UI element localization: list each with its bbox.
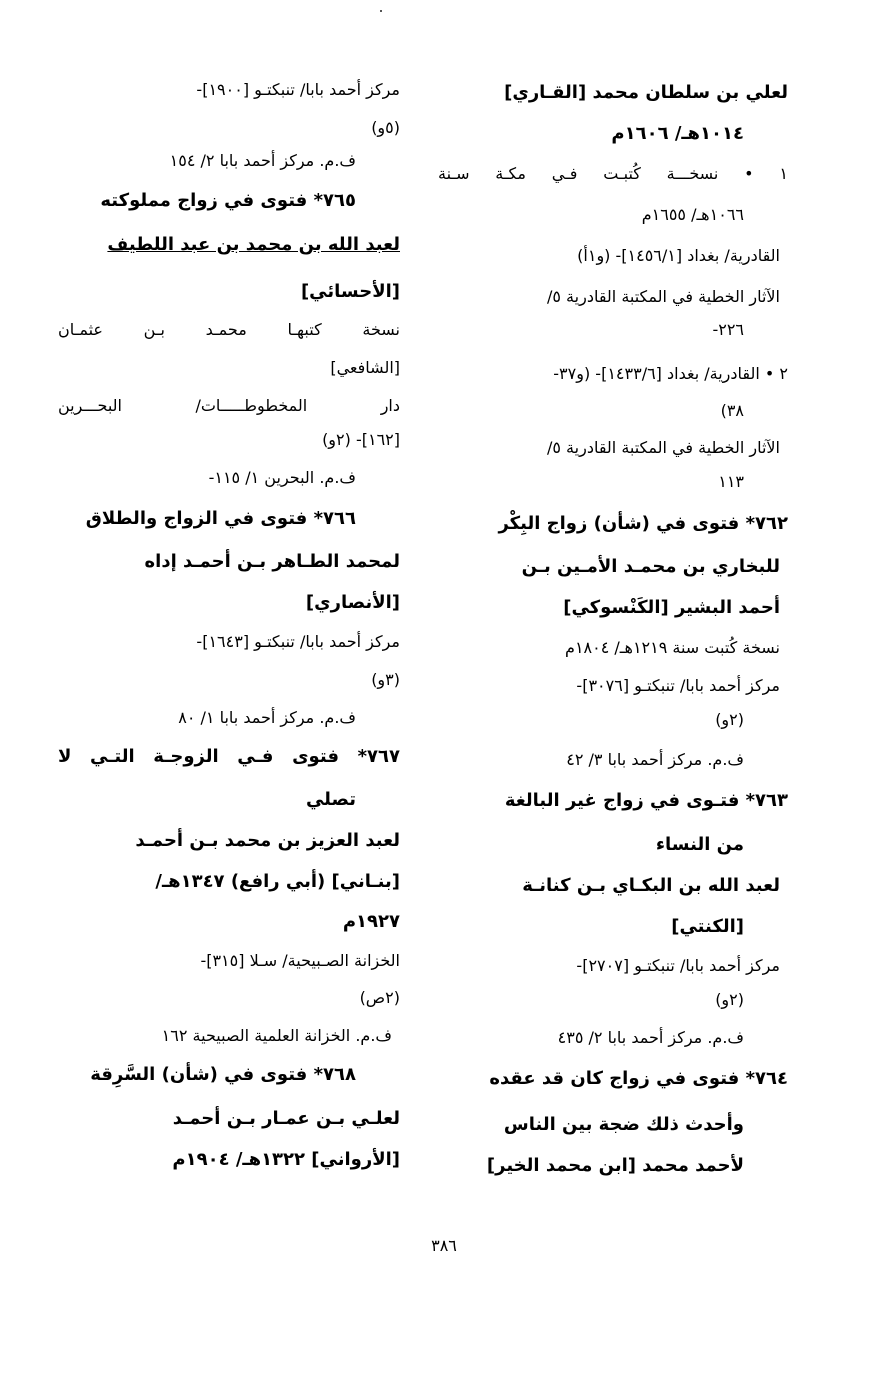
entry-title-764-cont: وأحدث ذلك ضجة بين الناس <box>503 1114 744 1135</box>
author-date: ١٠١٤هـ/ ١٦٠٦م <box>611 123 744 144</box>
copy-note: ١ • نسخـــة كُتبـت فـي مكـة سـنة <box>438 164 788 183</box>
author-line: لعبد الله بن البكـاي بـن كنانـة <box>522 875 780 896</box>
folio: (٣و) <box>371 670 400 689</box>
entry-title-768: ٧٦٨* فتوى في (شأن) السَّرِقة <box>90 1064 356 1085</box>
catalogue-reference: ف.م. البحرين ١/ ١١٥- <box>208 468 356 487</box>
copy-date: ١٠٦٦هـ/ ١٦٥٥م <box>641 205 744 224</box>
author-line: [الكنتي] <box>671 916 744 937</box>
page-number: ٣٨٦ <box>431 1236 457 1255</box>
library-location: مركز أحمد بابا/ تنبكتـو [١٩٠٠]- <box>196 80 400 99</box>
entry-title-764: ٧٦٤* فتوى في زواج كان قد عقده <box>489 1068 788 1089</box>
folio: (٢و) <box>715 990 744 1009</box>
entry-title-767: ٧٦٧* فتوى فـي الزوجـة التـي لا <box>58 746 400 767</box>
folio: (٢و) <box>715 710 744 729</box>
author-date: [الأرواني] ١٣٢٢هـ/ ١٩٠٤م <box>172 1149 400 1170</box>
catalogue-reference: ف.م. مركز أحمد بابا ٣/ ٤٢ <box>566 750 744 769</box>
scan-mark <box>380 10 382 12</box>
reference-page: ٢٢٦- <box>712 320 744 339</box>
author-line: [بنـاني] (أبي رافع) ١٣٤٧هـ/ <box>155 871 400 892</box>
folio-range: ٣٨) <box>720 401 744 420</box>
shelfmark: [١٦٢]- (٢و) <box>322 430 400 449</box>
catalogue-reference: ف.م. مركز أحمد بابا ٢/ ١٥٤ <box>169 151 356 170</box>
author-line: لعلـي بـن عمـار بـن أحمـد <box>172 1108 400 1129</box>
author-line: أحمد البشير [الكَنْسوكي] <box>563 597 780 618</box>
library-location: مركز أحمد بابا/ تنبكتـو [٢٧٠٧]- <box>576 956 780 975</box>
author-date: ١٩٢٧م <box>342 911 400 932</box>
author-line: للبخاري بن محمـد الأمـين بـن <box>521 556 780 577</box>
author-line: [الأنصاري] <box>305 592 400 613</box>
reference: الآثار الخطية في المكتبة القادرية ٥/ <box>546 438 780 457</box>
library-location: مركز أحمد بابا/ تنبكتـو [١٦٤٣]- <box>196 632 400 651</box>
copy-note: نسخة كتبهـا محمـد بـن عثمـان <box>58 320 400 339</box>
library-location: مركز أحمد بابا/ تنبكتـو [٣٠٧٦]- <box>576 676 780 695</box>
reference: الآثار الخطية في المكتبة القادرية ٥/ <box>546 287 780 306</box>
reference-page: ١١٣ <box>718 472 744 491</box>
author-line: لأحمد محمد [ابن محمد الخير] <box>486 1155 744 1176</box>
folio: (٢ص) <box>359 988 400 1007</box>
author-line: لعبد العزيز بن محمد بـن أحمـد <box>135 830 400 851</box>
library-location: القادرية/ بغداد [١٤٥٦/١]- (و١أ) <box>577 246 780 265</box>
entry-title-762: ٧٦٢* فتوى في (شأن) زواج البِكْر <box>498 513 788 534</box>
copy-note: نسخة كُتبت سنة ١٢١٩هـ/ ١٨٠٤م <box>565 638 780 657</box>
copyist-name: [الشافعي] <box>330 358 400 377</box>
catalogue-reference: ف.م. مركز أحمد بابا ١/ ٨٠ <box>178 708 356 727</box>
author-line: [الأحسائي] <box>300 281 400 302</box>
entry-title-766: ٧٦٦* فتوى في الزواج والطلاق <box>85 508 356 529</box>
library-location: ٢ • القادرية/ بغداد [١٤٣٣/٦]- (و٣٧- <box>553 364 788 383</box>
entry-title-763: ٧٦٣* فتـوى في زواج غير البالغة <box>504 790 788 811</box>
catalogue-reference: ف.م. الخزانة العلمية الصبيحية ١٦٢ <box>161 1026 392 1045</box>
library-location: دار المخطوطـــــات/ البحـــرين <box>58 396 400 415</box>
entry-title-767-cont: تصلي <box>305 789 356 810</box>
folio: (٥و) <box>371 118 400 137</box>
library-location: الخزانة الصـبيحية/ سـلا [٣١٥]- <box>200 951 400 970</box>
entry-title-765: ٧٦٥* فتوى في زواج مملوكته <box>100 190 356 211</box>
author-line: لعبد الله بن محمد بن عبد اللطيف <box>107 234 400 255</box>
catalogue-reference: ف.م. مركز أحمد بابا ٢/ ٤٣٥ <box>557 1028 744 1047</box>
author-line: لعلي بن سلطان محمد [القـاري] <box>504 82 788 103</box>
entry-title-763-cont: من النساء <box>655 834 744 855</box>
author-line: لمحمد الطـاهر بـن أحمـد إداه <box>144 551 400 572</box>
